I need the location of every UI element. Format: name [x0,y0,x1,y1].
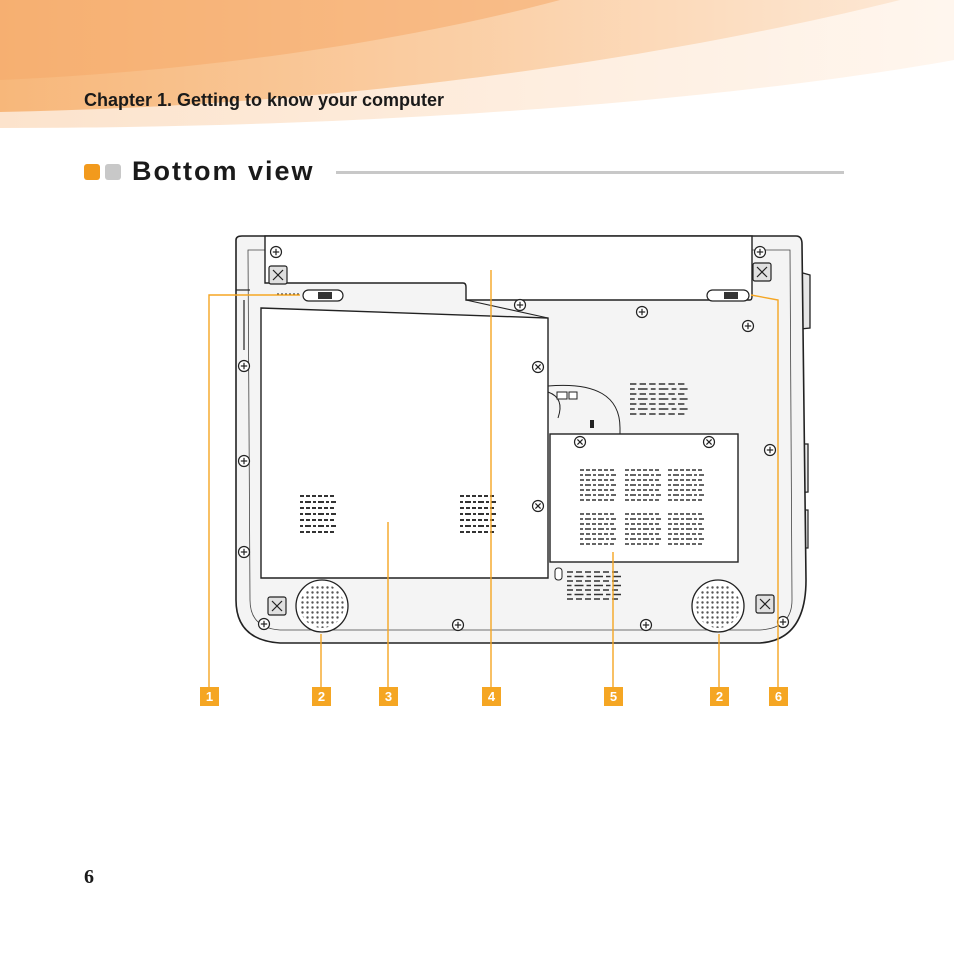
chapter-title: Chapter 1. Getting to know your computer [84,90,445,110]
callout-1: 1 [200,687,219,706]
callout-3: 3 [379,687,398,706]
page-number: 6 [84,866,94,888]
callout-4: 4 [482,687,501,706]
callout-5: 5 [604,687,623,706]
callout-6: 6 [769,687,788,706]
callout-2-right: 2 [710,687,729,706]
section-title: Bottom view [132,156,315,186]
callout-2-left: 2 [312,687,331,706]
